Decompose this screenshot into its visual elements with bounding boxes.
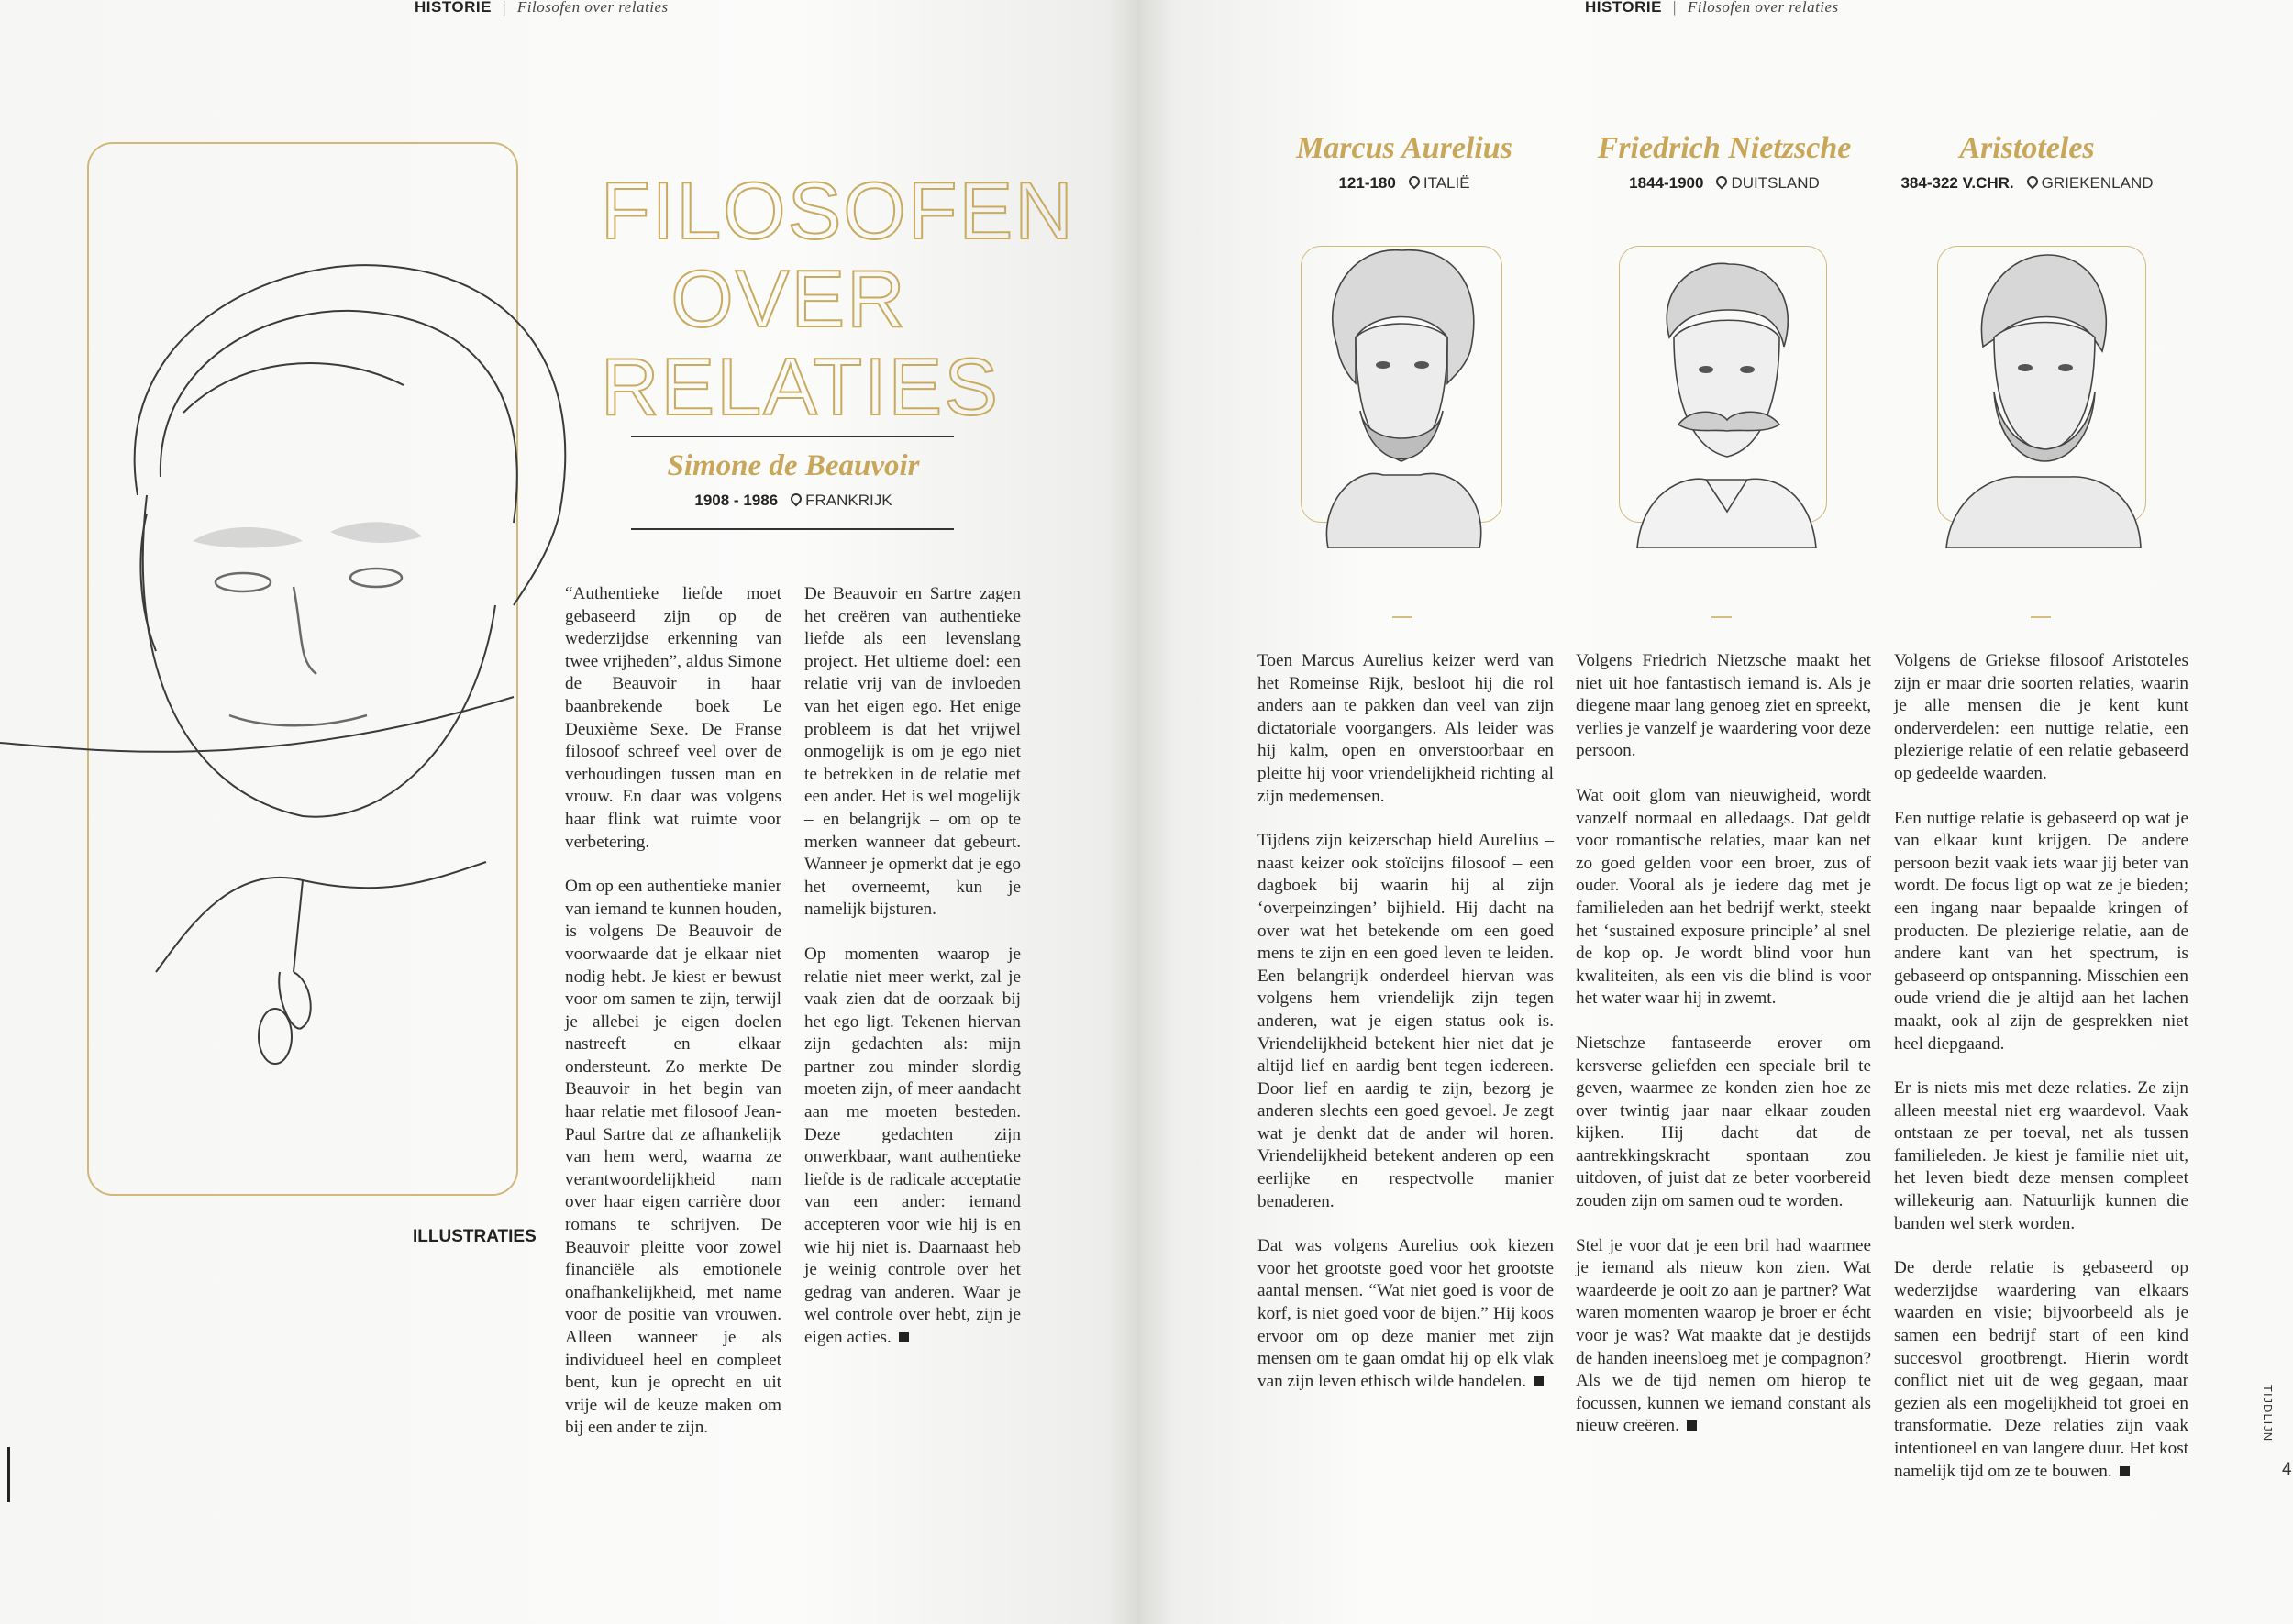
running-head-topic: Filosofen over relaties [516, 0, 669, 16]
running-head-separator: | [502, 0, 506, 16]
paragraph [1257, 1235, 1554, 1393]
paragraph: Tijdens zijn keizerschap hield Aurelius – naast keizer ook stoïcijns filosoof – een dagboek bij waarin hij al zijn ‘overpeinzingen’ bijhield. Hij dacht na over wat het betekende om een goed mens te zijn en een goed leven te leiden. Een belangrijk onderdeel hiervan was volgens hem vriendelijk zijn tegen anderen, wat je eigen status ook is. Vriendelijkheid betekent hier niet dat je altijd lief en aardig bent tegen iedereen. Door lief en aardig te zijn, bezorg je anderen slechts een goed gevoel. Je zegt wat je denkt dat de ander wil horen. Vriendelijkheid betekent anderen op een eerlijke en respectvolle manier benaderen. [1257, 831, 1554, 1211]
paragraph: Volgens Friedrich Nietzsche maakt het niet uit hoe fantastisch iemand is. Als je diegene maar lang genoeg ziet en spreekt, verlies je vanzelf je waardering voor deze persoon. [1576, 651, 1871, 761]
paragraph-text: Stel je voor dat je een bril had waarmee je iemand als nieuw kon zien. Wat waardeerde je ooit zo aan je partner? Wat waren momenten waarop je broer er écht voor je was? Wat maakte dat je destijds de handen ineensloeg met je compagnon? Als we de tijd nemen om hierop te focussen, kunnen we iemand constant als nieuw creëren. [1576, 1235, 1871, 1436]
divider-tick [2031, 616, 2051, 618]
divider-tick [1392, 616, 1412, 618]
paragraph [804, 944, 1021, 1350]
title-rule-bottom [631, 528, 954, 530]
divider-tick [1711, 616, 1732, 618]
paragraph: Wat ooit glom van nieuwigheid, wordt vanzelf normaal en alledaags. Dat geldt voor romantische relaties, maar kan net zo goed gelden voor een broer, zus of ouder. Vooral als je iedere dag met je familieleden aan het bedrijf werkt, steekt het ‘sustained exposure principle’ al snel de kop op. Je wordt blind voor hun kwaliteiten, als een vis die blind is voor het water waar hij in zwemt. [1576, 785, 1871, 1009]
margin-mark [7, 1447, 10, 1502]
column-1 [565, 583, 781, 1462]
article-title-line: FILOSOFEN [601, 165, 1075, 256]
paragraph-text: Op momenten waarop je relatie niet meer werkt, zal je vaak zien dat de oorzaak bij het ego ligt. Tekenen hiervan zijn gedachten als: mijn partner zou minder slordig moeten zijn, of meer aandacht aan me moeten besteden. Deze gedachten zijn onwerkbaar, want authentieke liefde is de radicale acceptatie van een ander: iemand accepteren voor wie hij is en wie hij niet is. Daarnaast heb je weinig controle over het gedrag van anderen. Waar je wel controle over hebt, zijn je eigen acties. [804, 944, 1021, 1347]
title-rule-top [631, 436, 954, 437]
philosopher-name: Friedrich Nietzsche [1597, 131, 1852, 165]
aristoteles-portrait [1937, 237, 2148, 548]
location-pin-icon [2024, 174, 2040, 190]
illustrations-credit: ILLUSTRATIES [413, 1227, 537, 1246]
end-mark-icon [899, 1332, 909, 1342]
simone-de-beauvoir-portrait [0, 220, 587, 1137]
philosopher-years: 1844-1900 [1629, 174, 1704, 192]
running-head-separator: | [1672, 0, 1677, 16]
philosopher-name: Aristoteles [1959, 131, 2095, 165]
friedrich-nietzsche-portrait [1619, 237, 1830, 548]
running-head-section: HISTORIE [1585, 0, 1662, 16]
location-pin-icon [1406, 174, 1422, 190]
featured-meta [605, 492, 981, 510]
location-pin-icon [1714, 174, 1730, 190]
philosopher-years: 384-322 V.CHR. [1900, 174, 2014, 192]
location-pin-icon [789, 492, 804, 507]
philosopher-text [1894, 650, 2188, 1505]
marcus-aurelius-portrait [1301, 237, 1502, 548]
left-page [0, 0, 1140, 1624]
philosopher-text [1257, 650, 1554, 1415]
philosopher-place: GRIEKENLAND [2041, 174, 2154, 192]
paragraph [1576, 1235, 1871, 1438]
running-head-topic: Filosofen over relaties [1687, 0, 1839, 16]
philosopher-meta [1889, 174, 2165, 193]
philosopher-meta [1559, 174, 1889, 193]
running-head-section: HISTORIE [415, 0, 492, 16]
paragraph: De Beauvoir en Sartre zagen het creëren van authentieke liefde als een levenslang project. Het ultieme doel: een relatie vrij van de invloeden van het eigen ego. Het enige probleem is dat het vrijwel onmogelijk is om je ego niet te betrekken in de relatie met een ander. Het is wel mogelijk – en belangrijk – om op te merken wanneer dat gebeurt. Wanneer je opmerkt dat je ego het overneemt, kun je namelijk bijsturen. [804, 584, 1021, 920]
paragraph: Er is niets mis met deze relaties. Ze zijn alleen meestal niet erg waardevol. Vaak ontstaan ze per toeval, net als tussen familieleden. Je kiest je familie niet uit, het leven biedt deze mensen compleet willekeurig aan. Natuurlijk kunnen die banden wel sterk worden. [1894, 1078, 2188, 1233]
paragraph: Om op een authentieke manier van iemand te kunnen houden, is volgens De Beauvoir de voorwaarde dat je elkaar niet nodig hebt. Je kiest er bewust voor om samen te zijn, terwijl je allebei je eigen doelen nastreeft en elkaar ondersteunt. Zo merkte De Beauvoir in het begin van haar relatie met filosoof Jean-Paul Sartre dat ze afhankelijk van hem werd, waarna ze verantwoordelijkheid nam over haar eigen carrière door romans te schrijven. De Beauvoir pleitte voor zowel financiële als emotionele onafhankelijkheid, met name voor de positie van vrouwen. Alleen wanneer je als individueel heel en compleet bent, kun je oprecht en uit vrije wil de keuze maken om bij een ander te zijn. [565, 877, 781, 1438]
paragraph-text: De derde relatie is gebaseerd op wederzijdse waardering van elkaars waarden en visie; bijvoorbeeld als je samen een bedrijf start of een kind succesvol grootbrengt. Hierin wordt conflict niet uit de weg gegaan, maar gezien als een mogelijkheid tot groei en transformatie. Deze relaties zijn vaak intentioneel en van langere duur. Het kost namelijk tijd om ze te bouwen. [1894, 1258, 2188, 1481]
running-head-right [1585, 0, 1839, 17]
article-title-line: RELATIES [601, 341, 1000, 432]
featured-years: 1908 - 1986 [694, 492, 779, 509]
paragraph [1894, 1257, 2188, 1483]
philosopher-text [1576, 650, 1871, 1460]
page-number: 4 [2282, 1460, 2292, 1479]
end-mark-icon [2120, 1466, 2130, 1476]
philosopher-meta [1253, 174, 1556, 193]
article-title [601, 165, 1075, 432]
end-mark-icon [1687, 1420, 1697, 1431]
philosopher-place: DUITSLAND [1731, 174, 1820, 192]
article-title-line: OVER [670, 253, 907, 344]
paragraph: Een nuttige relatie is gebaseerd op wat je van elkaar kunt krijgen. De andere persoon bezit vaak iets waar jij beter van wordt. De focus ligt op wat ze je bieden; een ingang naar bepaalde kringen of producten. De plezierige relatie, aan de andere kant van het spectrum, is gebaseerd op ontspanning. Misschien een oude vriend die je altijd aan het lachen maakt, ook al zijn de gesprekken niet heel diepgaand. [1894, 808, 2188, 1054]
end-mark-icon [1534, 1376, 1544, 1386]
paragraph: Nietschze fantaseerde erover om kersverse geliefden een speciale bril te geven, waarmee ze konden zien hoe ze over twintig jaar naar elkaar zouden kijken. Hij dacht dat de aantrekkingskracht spontaan zou uitdoven, of juist dat ze beter voorbereid zouden zijn om samen oud te worden. [1576, 1033, 1871, 1211]
featured-place: FRANKRIJK [805, 492, 892, 509]
paragraph: “Authentieke liefde moet gebaseerd zijn op de wederzijdse erkenning van twee vrijheden”, aldus Simone de Beauvoir in haar baanbrekende boek Le Deuxième Sexe. De Franse filosoof schreef veel over de verhoudingen tussen man en vrouw. En daar was volgens haar flink wat ruimte voor verbetering. [565, 584, 781, 852]
paragraph: Volgens de Griekse filosoof Aristoteles zijn er maar drie soorten relaties, waarin je alle mensen die je kent kunt onderverdelen: een nuttige relatie, een plezierige relatie of een relatie gebaseerd op gedeelde waarden. [1894, 651, 2188, 783]
featured-name: Simone de Beauvoir [667, 449, 920, 482]
column-2 [804, 583, 1021, 1372]
philosopher-years: 121-180 [1338, 174, 1396, 192]
philosopher-place: ITALIË [1423, 174, 1470, 192]
edge-label: TIJDLIJN [2261, 1385, 2275, 1442]
philosopher-name: Marcus Aurelius [1296, 131, 1512, 165]
paragraph: Toen Marcus Aurelius keizer werd van het Romeinse Rijk, besloot hij die rol anders aan te pakken dan veel van zijn dictatoriale voorgangers. Als leider was hij kalm, open en onverstoorbaar en pleitte hij voor vriendelijkheid richting al zijn medemensen. [1257, 651, 1554, 806]
running-head-left [415, 0, 669, 17]
paragraph-text: Dat was volgens Aurelius ook kiezen voor het grootste goed voor het grootste aantal mensen. “Wat niet goed is voor de korf, is niet goed voor de bijen.” Hij koos ervoor om op deze manier met zijn mensen om te gaan omdat hij op elk vlak van zijn leven ethisch wilde handelen. [1257, 1236, 1554, 1391]
